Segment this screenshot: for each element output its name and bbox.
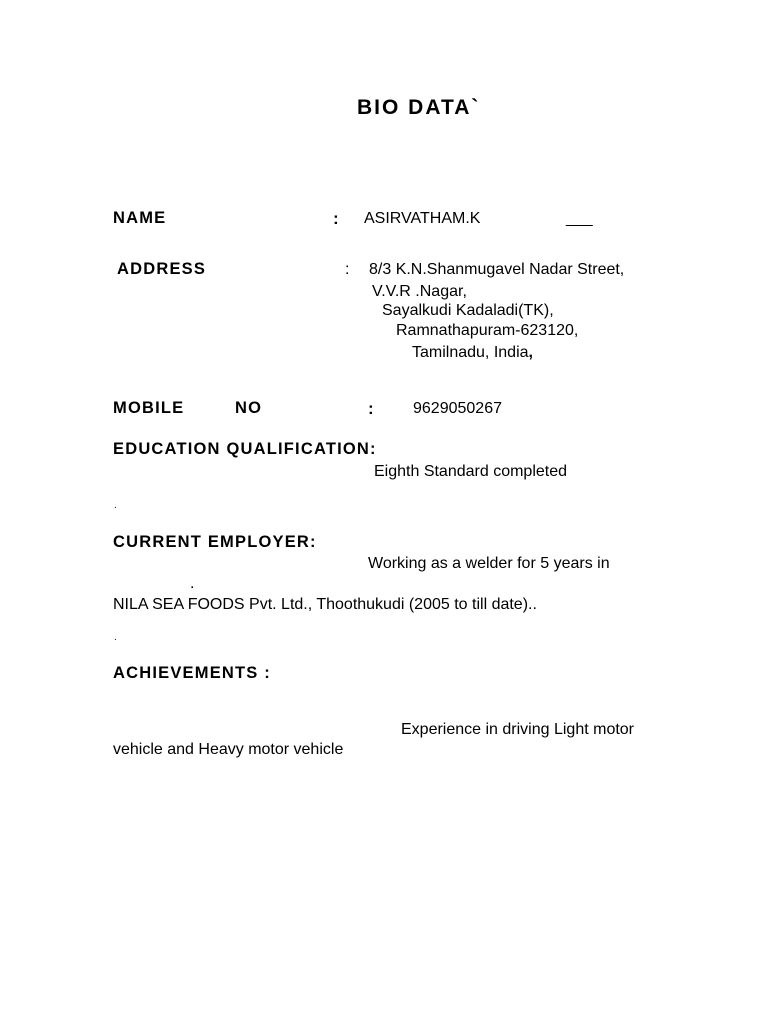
address-label: ADDRESS xyxy=(117,260,207,278)
achievements-line-1: Experience in driving Light motor xyxy=(401,721,635,738)
employer-mark-1: . xyxy=(190,575,195,592)
education-value: Eighth Standard completed xyxy=(374,463,568,480)
achievements-line-2: vehicle and Heavy motor vehicle xyxy=(113,741,344,758)
address-line-3: Sayalkudi Kadaladi(TK), xyxy=(382,302,554,319)
address-colon: : xyxy=(345,261,350,278)
employer-mark-2: . xyxy=(114,632,117,643)
name-colon: : xyxy=(333,209,339,228)
mobile-colon: : xyxy=(368,399,374,418)
name-trailing-underline: ___ xyxy=(566,210,593,227)
name-value: ASIRVATHAM.K xyxy=(364,210,481,227)
address-line-5: Tamilnadu, India, xyxy=(412,344,533,361)
employer-line-2: NILA SEA FOODS Pvt. Ltd., Thoothukudi (2005 to till date).. xyxy=(113,596,537,613)
address-line-2: V.V.R .Nagar, xyxy=(372,283,467,300)
page-title: BIO DATA` xyxy=(357,96,481,119)
mobile-label-no: NO xyxy=(235,399,263,417)
education-mark: . xyxy=(114,500,117,511)
employer-heading: CURRENT EMPLOYER: xyxy=(113,533,317,551)
name-label: NAME xyxy=(113,209,167,227)
employer-line-1: Working as a welder for 5 years in xyxy=(368,555,610,572)
address-line-4: Ramnathapuram-623120, xyxy=(396,322,579,339)
education-heading: EDUCATION QUALIFICATION: xyxy=(113,440,377,458)
address-line-1: 8/3 K.N.Shanmugavel Nadar Street, xyxy=(369,261,625,278)
mobile-label: MOBILE xyxy=(113,399,185,417)
mobile-value: 9629050267 xyxy=(413,400,502,417)
achievements-heading: ACHIEVEMENTS : xyxy=(113,664,271,682)
